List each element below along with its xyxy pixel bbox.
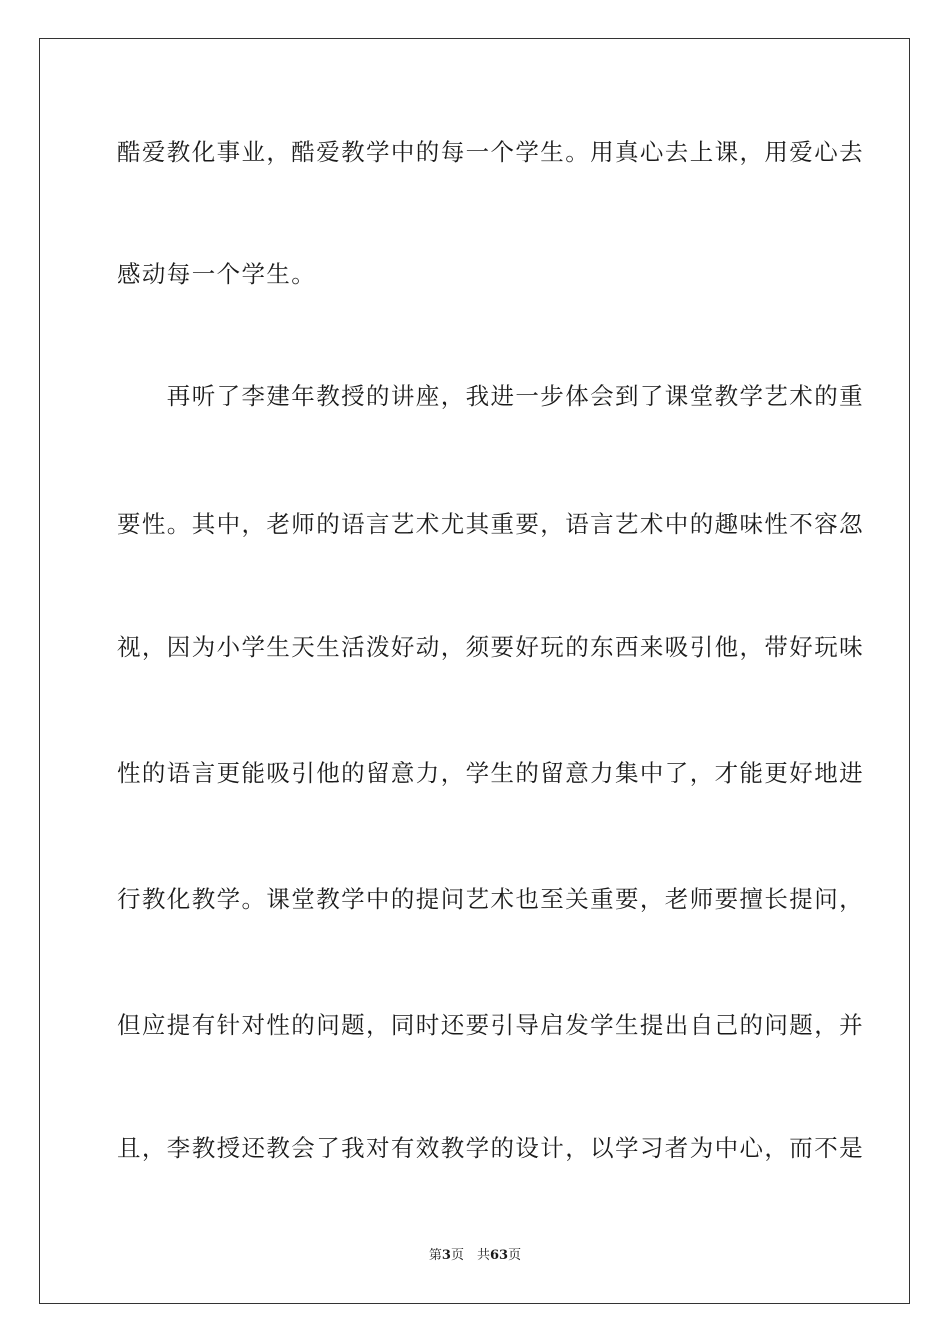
page-footer (0, 1247, 950, 1265)
text-line-8: 但应提有针对性的问题，同时还要引导启发学生提出自己的问题，并 (117, 1011, 864, 1039)
text-line-4: 要性。其中，老师的语言艺术尤其重要，语言艺术中的趣味性不容忽 (117, 510, 864, 538)
text-line-9: 且，李教授还教会了我对有效教学的设计，以学习者为中心，而不是 (117, 1134, 864, 1162)
footer-page-number: 3 (441, 1248, 451, 1263)
text-line-1: 酷爱教化事业，酷爱教学中的每一个学生。用真心去上课，用爱心去 (117, 138, 864, 166)
footer-total-suffix: 页 (508, 1248, 522, 1263)
text-line-5: 视，因为小学生天生活泼好动，须要好玩的东西来吸引他，带好玩味 (117, 633, 864, 661)
text-line-3: 再听了李建年教授的讲座，我进一步体会到了课堂教学艺术的重 (117, 382, 864, 410)
page-border (39, 38, 910, 1304)
text-line-6: 性的语言更能吸引他的留意力，学生的留意力集中了，才能更好地进 (117, 759, 864, 787)
text-line-7: 行教化教学。课堂教学中的提问艺术也至关重要，老师要擅长提问， (117, 885, 864, 913)
footer-total-pages: 63 (489, 1248, 509, 1263)
footer-page-suffix: 页 共 (450, 1248, 490, 1263)
text-line-2: 感动每一个学生。 (117, 260, 317, 288)
footer-page-prefix: 第 (428, 1248, 442, 1263)
